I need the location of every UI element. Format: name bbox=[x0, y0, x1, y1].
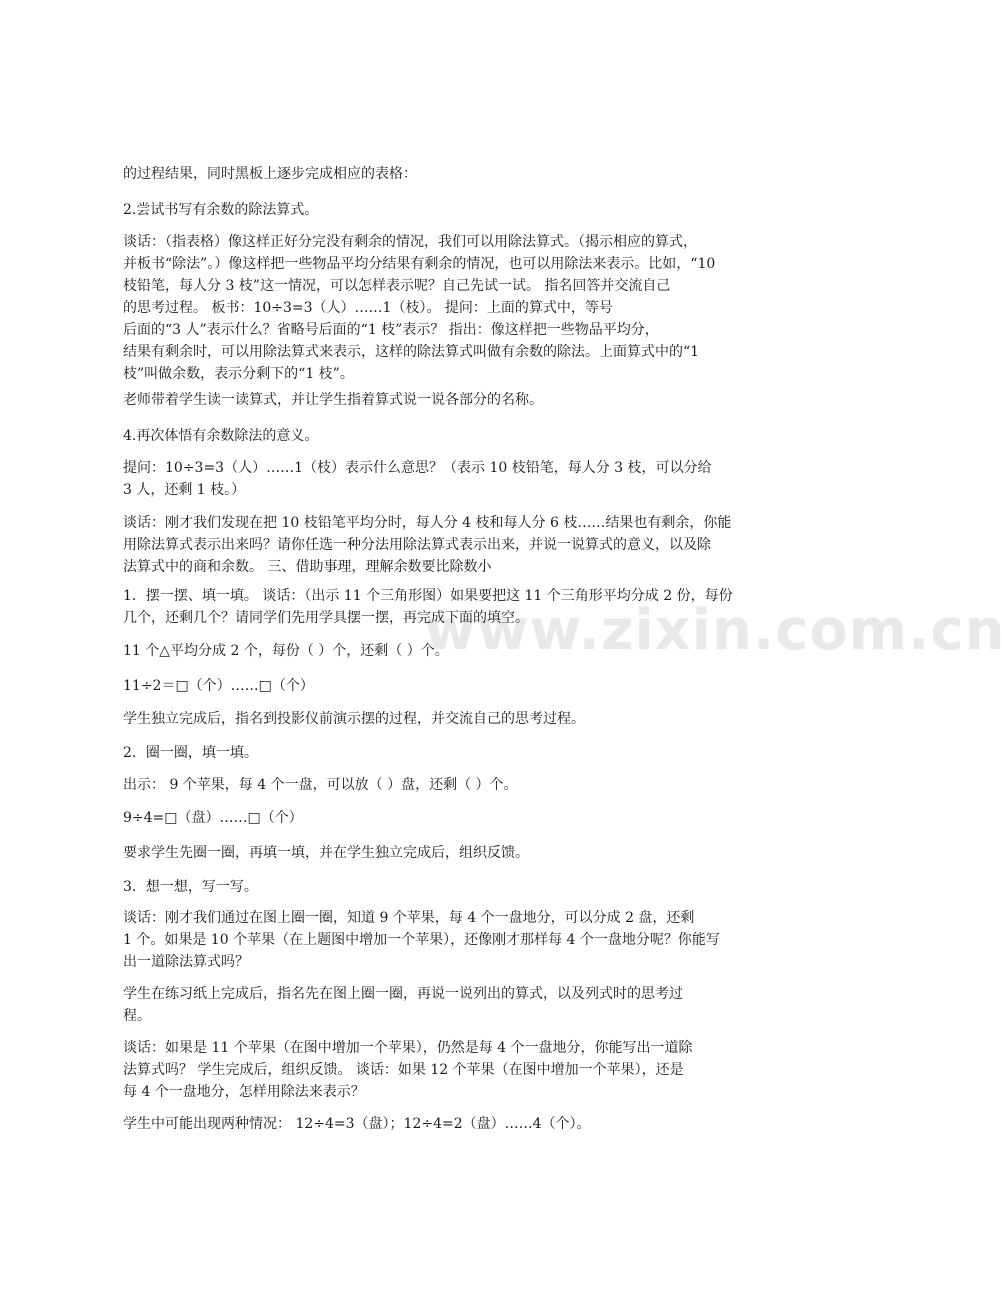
text-line: 学生独立完成后，指名到投影仪前演示摆的过程，并交流自己的思考过程。 bbox=[123, 711, 585, 727]
text-line: 老师带着学生读一读算式，并让学生指着算式说一说各部分的名称。 bbox=[123, 392, 543, 408]
text-line: 11 个△平均分成 2 个，每份（ ）个，还剩（ ）个。 bbox=[123, 643, 449, 659]
paragraph bbox=[123, 983, 813, 1027]
text-line: 谈话：刚才我们发现在把 10 枝铅笔平均分时，每人分 4 枝和每人分 6 枝……结果也有剩余，你能 bbox=[123, 515, 732, 531]
text-line: 11÷2＝□（个）……□（个） bbox=[123, 678, 314, 694]
text-line: 9÷4=□（盘）……□（个） bbox=[123, 810, 303, 826]
text-line: 后面的“3 人”表示什么？省略号后面的“1 枝”表示？ 指出：像这样把一些物品平均分， bbox=[123, 322, 659, 338]
text-line: 每 4 个一盘地分，怎样用除法来表示？ bbox=[123, 1084, 365, 1100]
text-line: 的思考过程。 板书：10÷3=3（人）……1（枝）。 提问：上面的算式中，等号 bbox=[123, 300, 613, 316]
paragraph bbox=[123, 512, 813, 578]
text-line: 结果有剩余时，可以用除法算式来表示，这样的除法算式叫做有余数的除法。上面算式中的“1 bbox=[123, 344, 700, 360]
text-line: 几个，还剩几个？请同学们先用学具摆一摆，再完成下面的填空。 bbox=[123, 610, 529, 626]
text-line: 要求学生先圈一圈，再填一填，并在学生独立完成后，组织反馈。 bbox=[123, 845, 529, 861]
paragraph bbox=[123, 231, 813, 385]
text-line: 程。 bbox=[123, 1008, 151, 1024]
text-line: 1 个。如果是 10 个苹果（在上题图中增加一个苹果），还像刚才那样每 4 个一盘地分呢？你能写 bbox=[123, 932, 720, 948]
text-line: 2.尝试书写有余数的除法算式。 bbox=[123, 202, 319, 218]
text-line: 并板书“除法”。）像这样把一些物品平均分结果有剩余的情况，也可以用除法来表示。比如，“10 bbox=[123, 256, 716, 272]
paragraph bbox=[123, 1037, 813, 1103]
text-line: 出一道除法算式吗？ bbox=[123, 954, 249, 970]
text-line: 2．圈一圈，填一填。 bbox=[123, 745, 258, 761]
text-line: 谈话：（指表格）像这样正好分完没有剩余的情况，我们可以用除法算式。（揭示相应的算式， bbox=[123, 234, 697, 250]
text-line: 的过程结果，同时黑板上逐步完成相应的表格： bbox=[123, 166, 417, 182]
text-line: 3 人，还剩 1 枝。） bbox=[123, 482, 246, 498]
text-line: 法算式中的商和余数。 三、借助事理，理解余数要比除数小 bbox=[123, 559, 492, 575]
text-line: 谈话：如果是 11 个苹果（在图中增加一个苹果），仍然是每 4 个一盘地分，你能写出一道除 bbox=[123, 1040, 693, 1056]
paragraph bbox=[123, 585, 813, 629]
paragraph bbox=[123, 907, 813, 973]
text-line: 1．摆一摆、填一填。 谈话：（出示 11 个三角形图）如果要把这 11 个三角形平均分成 2 份，每份 bbox=[123, 588, 733, 604]
text-line: 3．想一想，写一写。 bbox=[123, 879, 258, 895]
text-line: 枝”叫做余数，表示分剩下的“1 枝”。 bbox=[123, 366, 354, 382]
watermark: www.zixin.com.cn bbox=[424, 598, 1006, 663]
text-line: 学生中可能出现两种情况： 12÷4=3（盘）；12÷4=2（盘）……4（个）。 bbox=[123, 1116, 591, 1132]
text-line: 用除法算式表示出来吗？请你任选一种分法用除法算式表示出来，并说一说算式的意义，以及除 bbox=[123, 537, 711, 553]
text-line: 4.再次体悟有余数除法的意义。 bbox=[123, 428, 319, 444]
paragraph bbox=[123, 457, 813, 501]
text-line: 出示： 9 个苹果，每 4 个一盘，可以放（ ）盘，还剩（ ）个。 bbox=[123, 777, 518, 793]
text-line: 学生在练习纸上完成后，指名先在图上圈一圈，再说一说列出的算式，以及列式时的思考过 bbox=[123, 986, 683, 1002]
text-line: 枝铅笔，每人分 3 枝”这一情况，可以怎样表示呢？自己先试一试。 指名回答并交流自己 bbox=[123, 278, 671, 294]
text-line: 提问：10÷3=3（人）……1（枝）表示什么意思？（表示 10 枝铅笔，每人分 3 枝，可以分给 bbox=[123, 460, 712, 476]
text-line: 谈话：刚才我们通过在图上圈一圈，知道 9 个苹果，每 4 个一盘地分，可以分成 2 盘，还剩 bbox=[123, 910, 695, 926]
text-line: 法算式吗？ 学生完成后，组织反馈。 谈话：如果 12 个苹果（在图中增加一个苹果），还是 bbox=[123, 1062, 684, 1078]
